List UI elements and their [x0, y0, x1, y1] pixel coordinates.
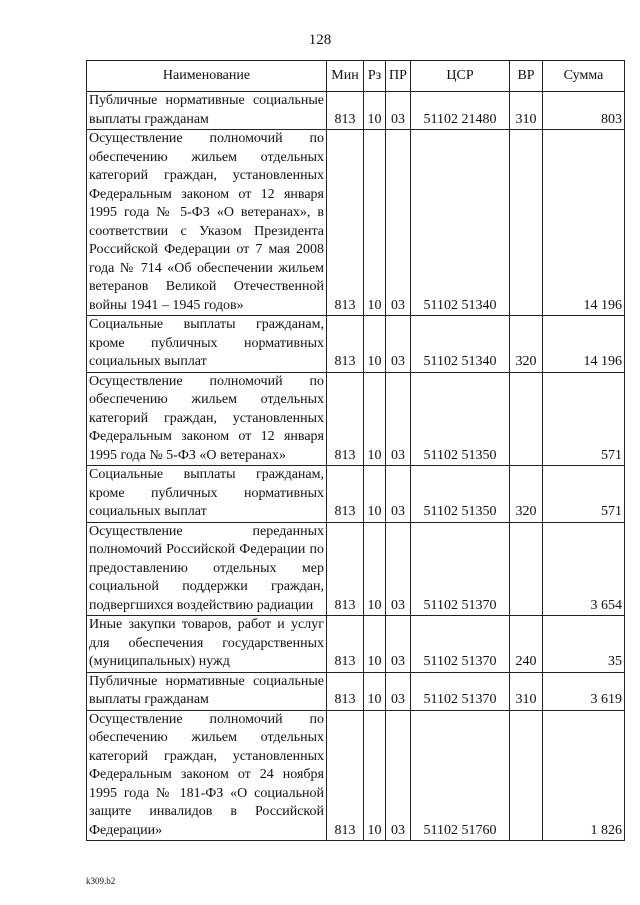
row-min: 813 [327, 316, 364, 373]
table-row [87, 466, 625, 523]
table-row [87, 92, 625, 130]
row-name: Социальные выплаты гражданам, кроме публичных нормативных социальных выплат [87, 316, 327, 373]
row-csr: 51102 51350 [411, 466, 510, 523]
row-pr: 03 [386, 130, 411, 316]
row-sum: 35 [543, 616, 625, 673]
row-rz: 10 [364, 710, 386, 841]
row-pr: 03 [386, 316, 411, 373]
row-min: 813 [327, 672, 364, 710]
row-csr: 51102 21480 [411, 92, 510, 130]
row-rz: 10 [364, 92, 386, 130]
row-sum: 14 196 [543, 316, 625, 373]
column-header-vr: ВР [510, 61, 543, 92]
row-sum: 1 826 [543, 710, 625, 841]
column-header-rz: Рз [364, 61, 386, 92]
row-rz: 10 [364, 522, 386, 616]
row-min: 813 [327, 710, 364, 841]
row-vr: 240 [510, 616, 543, 673]
row-pr: 03 [386, 672, 411, 710]
row-pr: 03 [386, 372, 411, 466]
row-sum: 14 196 [543, 130, 625, 316]
row-min: 813 [327, 130, 364, 316]
row-rz: 10 [364, 466, 386, 523]
column-header-min: Мин [327, 61, 364, 92]
row-vr [510, 522, 543, 616]
table-row [87, 672, 625, 710]
row-rz: 10 [364, 130, 386, 316]
row-pr: 03 [386, 710, 411, 841]
row-vr: 310 [510, 92, 543, 130]
table-row [87, 130, 625, 316]
column-header-name: Наименование [87, 61, 327, 92]
row-name: Публичные нормативные социальные выплаты гражданам [87, 672, 327, 710]
row-vr [510, 710, 543, 841]
row-rz: 10 [364, 616, 386, 673]
row-rz: 10 [364, 672, 386, 710]
row-csr: 51102 51350 [411, 372, 510, 466]
page-number: 128 [308, 32, 332, 48]
row-min: 813 [327, 466, 364, 523]
row-sum: 571 [543, 372, 625, 466]
table-row [87, 316, 625, 373]
row-min: 813 [327, 616, 364, 673]
row-rz: 10 [364, 316, 386, 373]
row-sum: 3 619 [543, 672, 625, 710]
table-body [87, 92, 625, 841]
table-row [87, 372, 625, 466]
row-vr: 320 [510, 316, 543, 373]
row-vr [510, 372, 543, 466]
row-csr: 51102 51370 [411, 616, 510, 673]
row-name: Осуществление полномочий по обеспечению жильем отдельных категорий граждан, установленных Федеральным законом от 24 ноября 1995 года № 181-ФЗ «О социальной защите инвалидов в Российской Федерации» [87, 710, 327, 841]
row-csr: 51102 51340 [411, 316, 510, 373]
row-name: Социальные выплаты гражданам, кроме публичных нормативных социальных выплат [87, 466, 327, 523]
table-row [87, 522, 625, 616]
row-csr: 51102 51370 [411, 672, 510, 710]
row-name: Иные закупки товаров, работ и услуг для обеспечения государственных (муниципальных) нужд [87, 616, 327, 673]
row-name: Публичные нормативные социальные выплаты гражданам [87, 92, 327, 130]
row-min: 813 [327, 372, 364, 466]
row-name: Осуществление полномочий по обеспечению жильем отдельных категорий граждан, установленных Федеральным законом от 12 января 1995 года № 5-ФЗ «О ветеранах» [87, 372, 327, 466]
column-header-pr: ПР [386, 61, 411, 92]
row-pr: 03 [386, 522, 411, 616]
table-row [87, 616, 625, 673]
row-vr: 310 [510, 672, 543, 710]
row-rz: 10 [364, 372, 386, 466]
row-name: Осуществление полномочий по обеспечению жильем отдельных категорий граждан, установленных Федеральным законом от 12 января 1995 года № 5-ФЗ «О ветеранах», в соответствии с Указом Президента Российской Федерации от 7 мая 2008 года № 714 «Об обеспечении жильем ветеранов Великой Отечественной войны 1941 – 1945 годов» [87, 130, 327, 316]
table-row [87, 710, 625, 841]
row-csr: 51102 51340 [411, 130, 510, 316]
row-name: Осуществление переданных полномочий Российской Федерации по предоставлению отдельных мер социальной поддержки граждан, подвергшихся воздействию радиации [87, 522, 327, 616]
row-vr [510, 130, 543, 316]
row-sum: 3 654 [543, 522, 625, 616]
row-vr: 320 [510, 466, 543, 523]
footer-code: k309.b2 [86, 876, 116, 886]
row-csr: 51102 51370 [411, 522, 510, 616]
row-pr: 03 [386, 466, 411, 523]
row-min: 813 [327, 92, 364, 130]
row-sum: 571 [543, 466, 625, 523]
row-pr: 03 [386, 92, 411, 130]
column-header-sum: Сумма [543, 61, 625, 92]
budget-table [86, 60, 625, 841]
column-header-csr: ЦСР [411, 61, 510, 92]
row-sum: 803 [543, 92, 625, 130]
table-header-row [87, 61, 625, 92]
row-csr: 51102 51760 [411, 710, 510, 841]
row-min: 813 [327, 522, 364, 616]
row-pr: 03 [386, 616, 411, 673]
